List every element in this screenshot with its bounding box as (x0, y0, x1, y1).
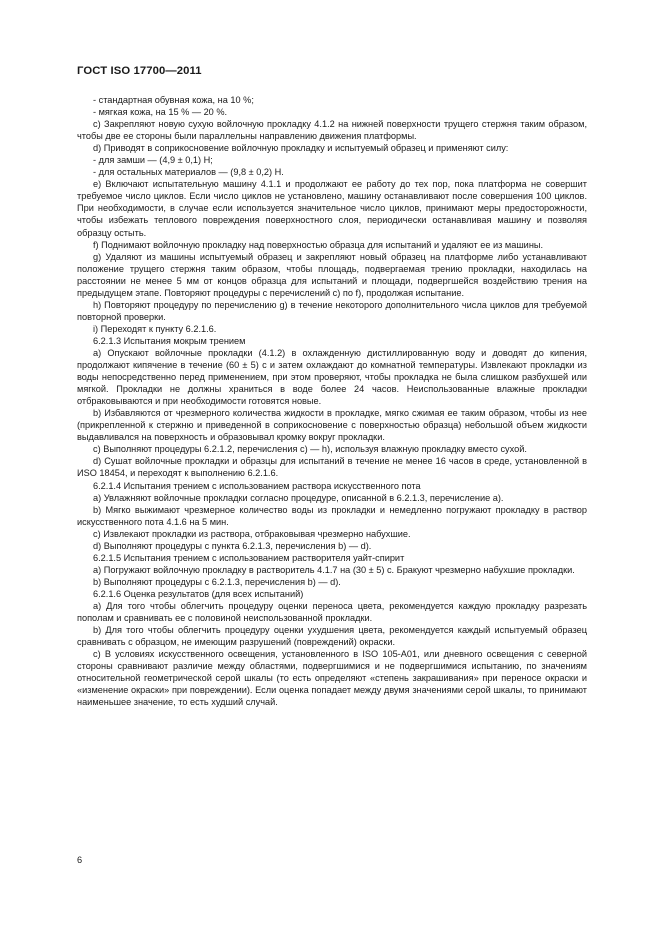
paragraph: c) В условиях искусственного освещения, установленного в ISO 105-A01, или дневного освещения с северной стороны сравнивают различие между областями, подвергшимися и не подвергшимися испытанию, по значениям относительной геометрической серой шкалы (то есть определяют «степень закрашивания» при переносе окраски и «изменение окраски» при повреждении). Если оценка попадает между двумя значениями серой шкалы, то принимают наименьшее значение, то есть худший случай. (77, 649, 587, 708)
list-item: - мягкая кожа, на 15 % — 20 %. (93, 107, 228, 118)
paragraph: g) Удаляют из машины испытуемый образец и закрепляют новый образец на платформе либо устанавливают положение трущего стержня таким образом, чтобы площадь, подвергаемая трению прокладки, находилась на расстоянии не менее 5 мм от концов образца для испытаний и площади, подвергшейся воздействию трения на предыдущем этапе. Повторяют процедуры с перечислений c) по f), продолжая испытание. (77, 251, 587, 298)
document-header: ГОСТ ISO 17700—2011 (77, 65, 202, 77)
paragraph: e) Включают испытательную машину 4.1.1 и продолжают ее работу до тех пор, пока платформа не совершит требуемое число циклов. Если число циклов не установлено, машину останавливают после совершения 100 циклов. При необходимости, в случае если используется значительное число циклов, принимают меры предосторожности, чтобы избежать теплового повреждения поверхностного слоя, периодически останавливая машину и позволяя образцу остыть. (77, 179, 587, 238)
paragraph: b) Мягко выжимают чрезмерное количество воды из прокладки и немедленно погружают прокладку в раствор искусственного пота 4.1.6 на 5 мин. (77, 504, 587, 527)
paragraph: i) Переходят к пункту 6.2.1.6. (93, 323, 217, 334)
page-number: 6 (77, 855, 83, 865)
section-heading: 6.2.1.6 Оценка результатов (для всех испытаний) (93, 588, 304, 599)
paragraph: a) Опускают войлочные прокладки (4.1.2) в охлажденную дистиллированную воду и доводят до кипения, продолжают кипячение в течение (60 ± 5) с и затем охлаждают до комнатной температуры. Извлекают прокладки из воды непосредственно перед применением, при этом проверяют, чтобы прокладка не была слишком разбухшей или мягкой. Прокладки не должны храниться в воде более 24 часов. Неиспользованные влажные прокладки отбраковываются и при необходимости готовятся новые. (77, 347, 587, 407)
paragraph: a) Увлажняют войлочные прокладки согласно процедуре, описанной в 6.2.1.3, перечисление a). (93, 492, 504, 503)
paragraph: d) Сушат войлочные прокладки и образцы для испытаний в течение не менее 16 часов в среде, установленной в ИSO 18454, и переходят к выполнению 6.2.1.6. (77, 456, 587, 479)
paragraph: a) Для того чтобы облегчить процедуру оценки переноса цвета, рекомендуется каждую прокладку разрезать пополам и сравнивать ее с половиной неиспользованной прокладки. (77, 600, 587, 624)
list-item: - для замши — (4,9 ± 0,1) Н; (93, 155, 213, 166)
paragraph: c) Извлекают прокладки из раствора, отбраковывая чрезмерно набухшие. (93, 528, 411, 539)
paragraph: c) Выполняют процедуры 6.2.1.2, перечисления с) — h), используя влажную прокладку вместо сухой. (93, 444, 527, 455)
list-item: - для остальных материалов — (9,8 ± 0,2) Н. (93, 167, 284, 178)
paragraph: b) Выполняют процедуры с 6.2.1.3, перечисления b) — d). (93, 576, 341, 587)
paragraph: f) Поднимают войлочную прокладку над поверхностью образца для испытаний и удаляют ее из машины. (93, 239, 544, 250)
paragraph: d) Приводят в соприкосновение войлочную прокладку и испытуемый образец и применяют силу: (93, 143, 509, 154)
paragraph: h) Повторяют процедуру по перечислению g) в течение некоторого дополнительного числа циклов для требуемой повторной проверки. (77, 299, 587, 322)
paragraph: d) Выполняют процедуры с пункта 6.2.1.3, перечисления b) — d). (93, 540, 372, 551)
paragraph: b) Избавляются от чрезмерного количества жидкости в прокладке, мягко сжимая ее таким образом, чтобы из нее (прикрепленной к стержню и приведенной в соприкосновение с поверхностью образца) небольшой объем жидкости выдавливался на поверхность и образовывал кромку вокруг прокладки. (77, 408, 587, 443)
paragraph: c) Закрепляют новую сухую войлочную прокладку 4.1.2 на нижней поверхности трущего стержня таким образом, чтобы две ее стороны были параллельны направлению движения платформы. (77, 119, 587, 142)
section-heading: 6.2.1.3 Испытания мокрым трением (93, 335, 246, 346)
paragraph: a) Погружают войлочную прокладку в растворитель 4.1.7 на (30 ± 5) с. Бракуют чрезмерно набухшие прокладки. (93, 564, 575, 575)
list-item: - стандартная обувная кожа, на 10 %; (93, 95, 254, 105)
paragraph: b) Для того чтобы облегчить процедуру оценки ухудшения цвета, рекомендуется каждый испытуемый образец сравнивать с образцом, не имеющим разрушений (повреждений) окраски. (77, 625, 587, 648)
section-heading: 6.2.1.5 Испытания трением с использованием растворителя уайт-спирит (93, 552, 405, 563)
document-body (77, 94, 587, 708)
section-heading: 6.2.1.4 Испытания трением с использованием раствора искусственного пота (93, 480, 421, 491)
